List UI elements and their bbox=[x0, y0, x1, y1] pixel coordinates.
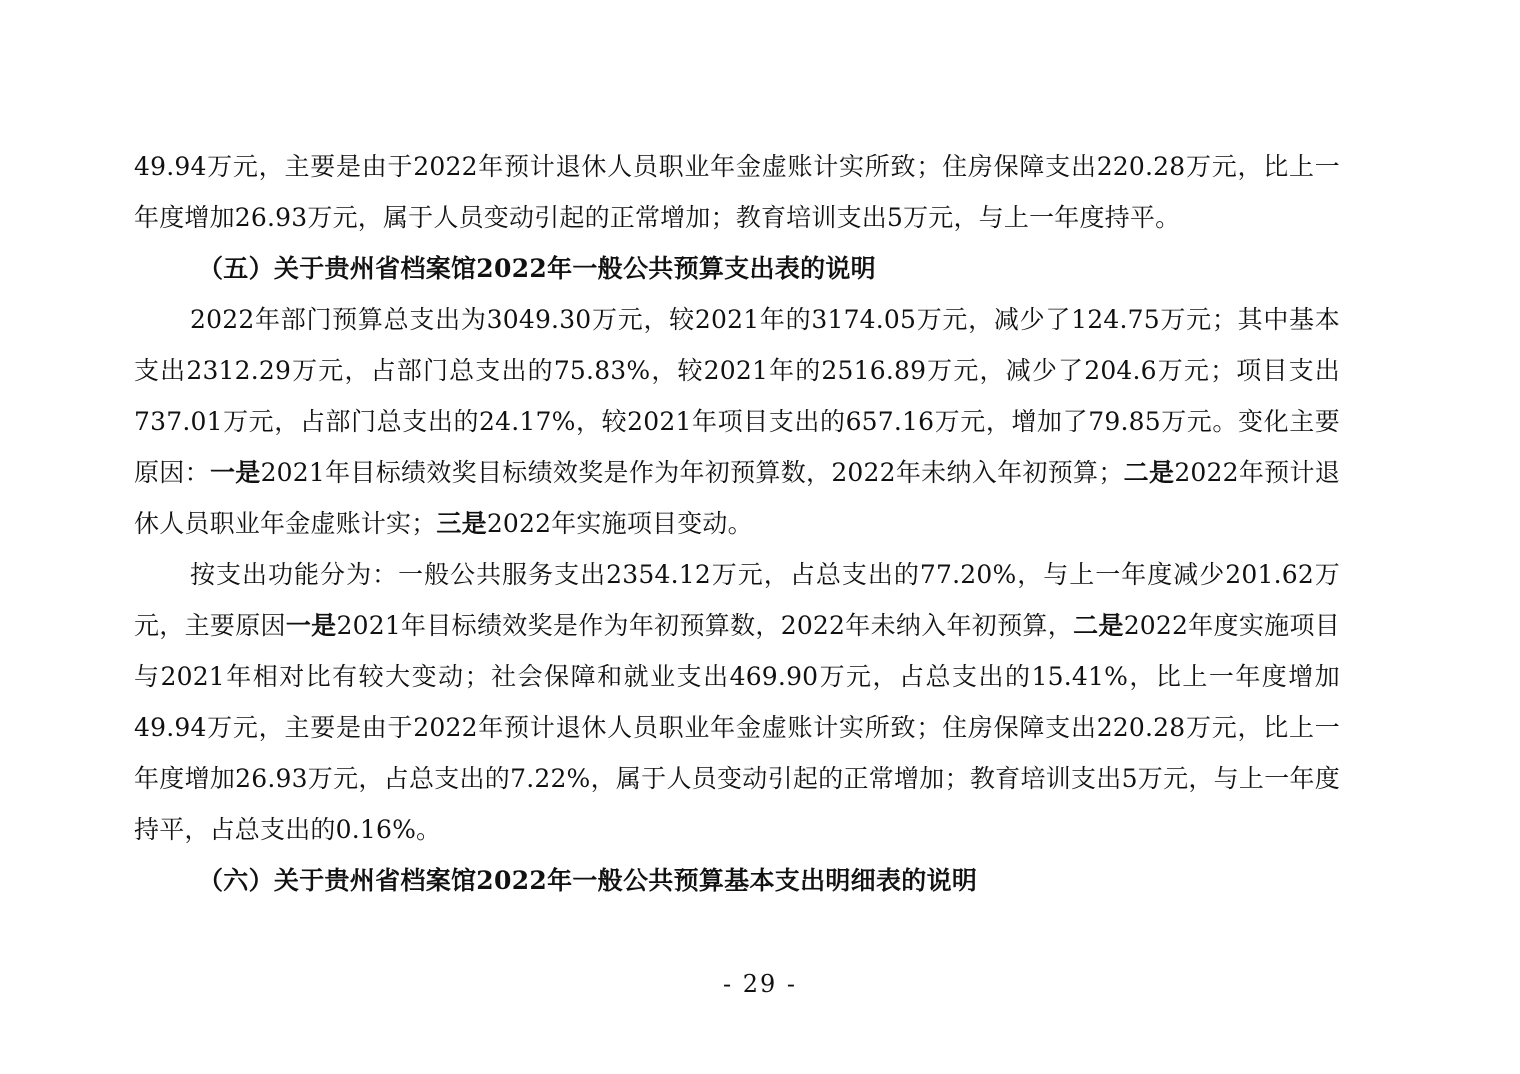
bold-text-run: 三是 bbox=[436, 509, 487, 538]
bold-text-run: （五）关于贵州省档案馆2022年一般公共预算支出表的说明 bbox=[198, 254, 876, 283]
text-run: 2021年目标绩效奖目标绩效奖是作为年初预算数，2022年未纳入年初预算； bbox=[260, 458, 1124, 487]
text-run: 2022年预计退休人员职业年金虚账计实； bbox=[134, 458, 1340, 538]
section-heading bbox=[134, 243, 1340, 294]
bold-text-run: 二是 bbox=[1073, 611, 1124, 640]
bold-text-run: 一是 bbox=[209, 458, 261, 487]
text-run: 2021年目标绩效奖是作为年初预算数，2022年未纳入年初预算， bbox=[336, 611, 1074, 640]
section-heading bbox=[134, 855, 1340, 906]
text-run: 按支出功能分为：一般公共服务支出2354.12万元，占总支出的77.20%，与上一年度减少201.62万元，主要原因 bbox=[134, 560, 1340, 640]
body-text bbox=[134, 141, 1340, 906]
bold-text-run: 二是 bbox=[1123, 458, 1175, 487]
paragraph bbox=[134, 141, 1340, 243]
bold-text-run: （六）关于贵州省档案馆2022年一般公共预算基本支出明细表的说明 bbox=[198, 866, 978, 895]
text-run: 2022年部门预算总支出为3049.30万元，较2021年的3174.05万元，减少了124.75万元；其中基本支出2312.29万元，占部门总支出的75.83%，较2021年的2516.89万元，减少了204.6万元；项目支出737.01万元，占部门总支出的24.17%，较2021年项目支出的657.16万元，增加了79.85万元。变化主要原因： bbox=[134, 305, 1340, 487]
text-run: 2022年实施项目变动。 bbox=[486, 509, 753, 538]
paragraph bbox=[134, 294, 1340, 549]
paragraph bbox=[134, 549, 1340, 855]
page-number: - 29 - bbox=[722, 970, 797, 998]
text-run: 2022年度实施项目与2021年相对比有较大变动；社会保障和就业支出469.90万元，占总支出的15.41%，比上一年度增加49.94万元，主要是由于2022年预计退休人员职业年金虚账计实所致；住房保障支出220.28万元，比上一年度增加26.93万元，占总支出的7.22%，属于人员变动引起的正常增加；教育培训支出5万元，与上一年度持平，占总支出的0.16%。 bbox=[134, 611, 1340, 844]
text-run: 49.94万元，主要是由于2022年预计退休人员职业年金虚账计实所致；住房保障支出220.28万元，比上一年度增加26.93万元，属于人员变动引起的正常增加；教育培训支出5万元，与上一年度持平。 bbox=[134, 152, 1340, 232]
bold-text-run: 一是 bbox=[285, 611, 337, 640]
